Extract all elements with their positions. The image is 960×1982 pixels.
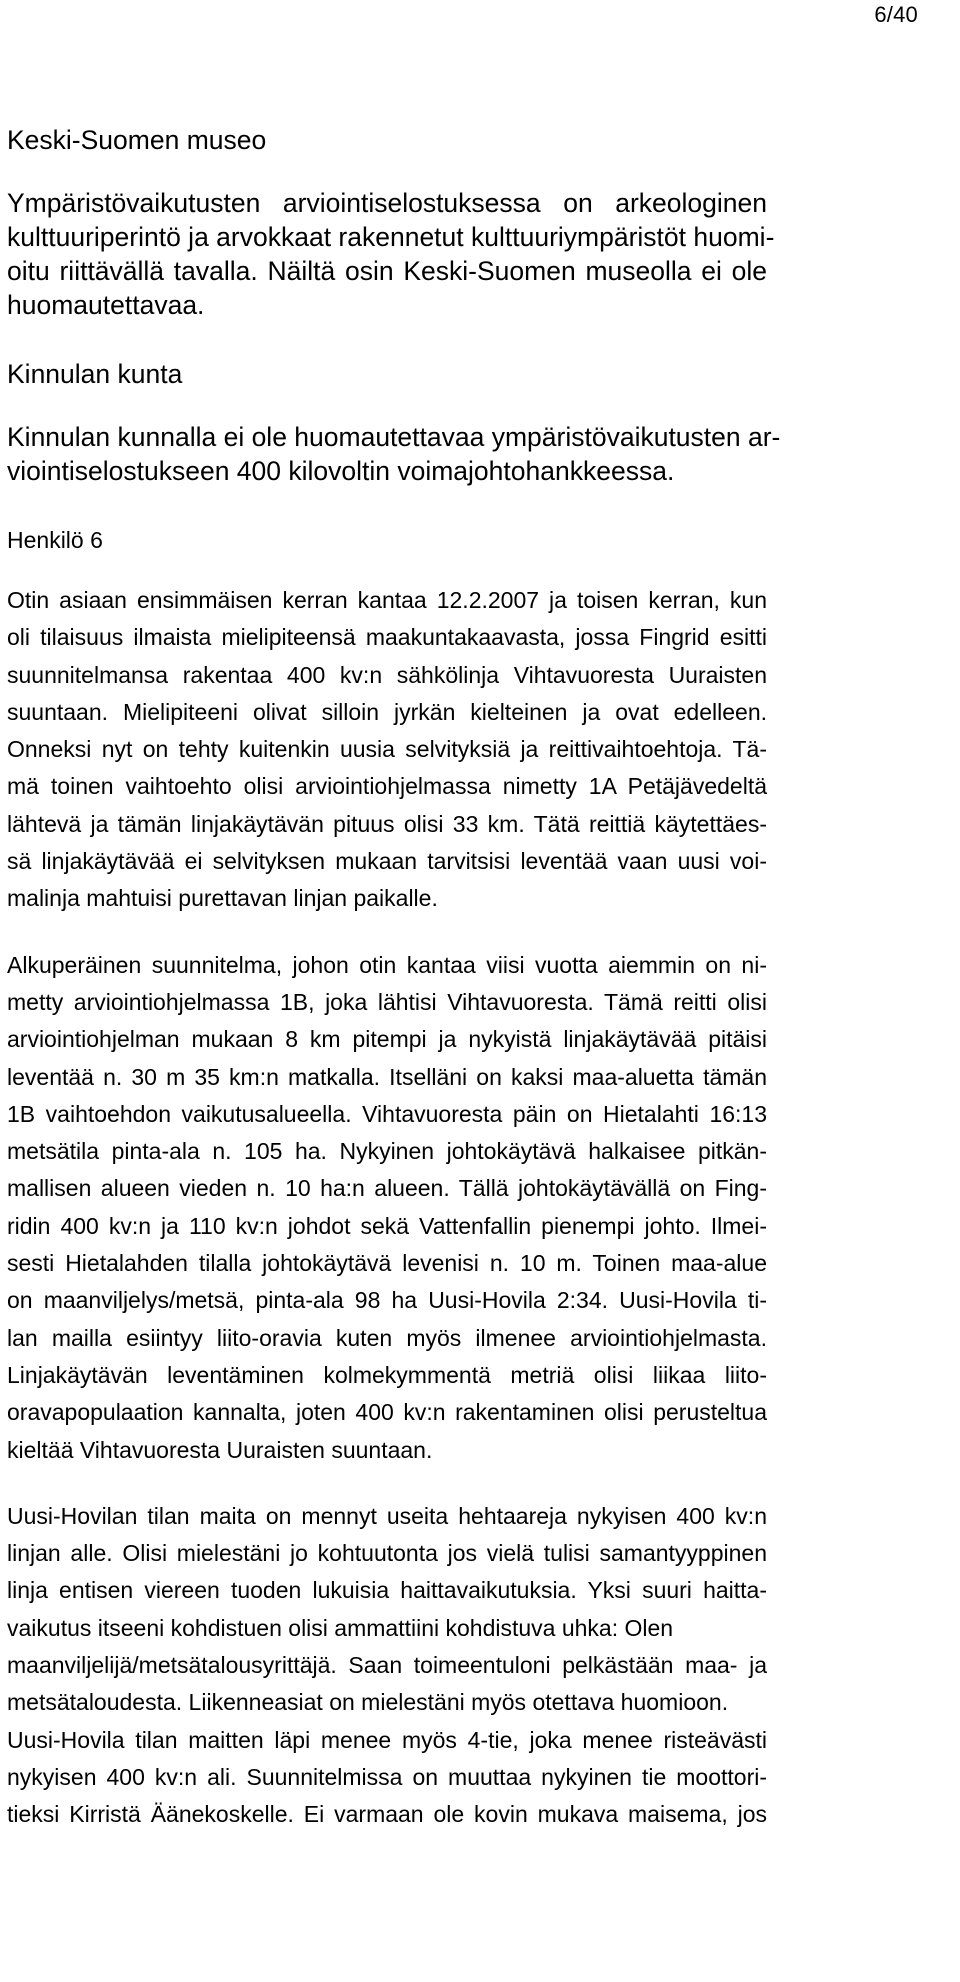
paragraph bbox=[7, 1498, 767, 1834]
text-line: suuntaan. Mielipiteeni olivat silloin jyrkän kielteinen ja ovat edelleen. bbox=[7, 698, 767, 725]
text-line: maanviljelijä/metsätalousyrittäjä. Saan toimeentuloni pelkästään maa- ja bbox=[7, 1652, 767, 1679]
paragraph bbox=[7, 582, 767, 918]
text-line: leventää n. 30 m 35 km:n matkalla. Itselläni on kaksi maa-aluetta tämän bbox=[7, 1063, 767, 1090]
text-line: metsätila pinta-ala n. 105 ha. Nykyinen johtokäytävä halkaisee pitkän- bbox=[7, 1138, 767, 1165]
paragraph bbox=[7, 420, 781, 488]
text-line: oravapopulaation kannalta, joten 400 kv:n rakentaminen olisi perusteltua bbox=[7, 1399, 767, 1426]
text-line: arviointiohjelman mukaan 8 km pitempi ja nykyistä linjakäytävää pitäisi bbox=[7, 1026, 767, 1053]
text-line: ridin 400 kv:n ja 110 kv:n johdot sekä Vattenfallin pienempi johto. Ilmei- bbox=[7, 1212, 767, 1239]
text-line: metty arviointiohjelmassa 1B, joka lähtisi Vihtavuoresta. Tämä reitti olisi bbox=[7, 988, 767, 1015]
text-line: vaikutus itseeni kohdistuen olisi ammattiini kohdistuva uhka: Olen bbox=[7, 1614, 674, 1641]
text-line: Ympäristövaikutusten arviointiselostuksessa on arkeologinen bbox=[7, 188, 767, 218]
page-number: 6/40 bbox=[874, 2, 918, 27]
text-line: mä toinen vaihtoehto olisi arviointiohjelmassa nimetty 1A Petäjävedeltä bbox=[7, 773, 767, 800]
text-line: kieltää Vihtavuoresta Uuraisten suuntaan. bbox=[7, 1436, 433, 1463]
section-heading: Keski-Suomen museo bbox=[7, 125, 267, 155]
text-line: huomautettavaa. bbox=[7, 290, 205, 320]
text-line: lähtevä ja tämän linjakäytävän pituus olisi 33 km. Tätä reittiä käytettäes- bbox=[7, 810, 767, 837]
text-line: sä linjakäytävää ei selvityksen mukaan tarvitsisi leventää vaan uusi voi- bbox=[7, 848, 767, 875]
text-line: Uusi-Hovila tilan maitten läpi menee myös 4-tie, joka menee risteävästi bbox=[7, 1726, 767, 1753]
text-line: Uusi-Hovilan tilan maita on mennyt useita hehtaareja nykyisen 400 kv:n bbox=[7, 1502, 767, 1529]
text-line: viointiselostukseen 400 kilovoltin voimajohtohankkeessa. bbox=[7, 456, 675, 486]
section-kinnulan-kunta bbox=[7, 354, 781, 488]
text-line: Linjakäytävän leventäminen kolmekymmentä metriä olisi liikaa liito- bbox=[7, 1361, 767, 1388]
text-line: oli tilaisuus ilmaista mielipiteensä maakuntakaavasta, jossa Fingrid esitti bbox=[7, 624, 767, 651]
text-line: nykyisen 400 kv:n ali. Suunnitelmissa on muuttaa nykyinen tie moottori- bbox=[7, 1763, 767, 1790]
text-line: metsätaloudesta. Liikenneasiat on mielestäni myös otettava huomioon. bbox=[7, 1689, 729, 1716]
text-line: sesti Hietalahden tilalla johtokäytävä levenisi n. 10 m. Toinen maa-alue bbox=[7, 1250, 767, 1277]
text-line: suunnitelmansa rakentaa 400 kv:n sähkölinja Vihtavuoresta Uuraisten bbox=[7, 661, 767, 688]
text-line: malinja mahtuisi purettavan linjan paikalle. bbox=[7, 885, 438, 912]
text-line: linjan alle. Olisi mielestäni jo kohtuutonta jos vielä tulisi samantyyppinen bbox=[7, 1540, 767, 1567]
text-line: lan mailla esiintyy liito-oravia kuten myös ilmenee arviointiohjelmasta. bbox=[7, 1324, 767, 1351]
paragraph bbox=[7, 947, 767, 1469]
text-line: 1B vaihtoehdon vaikutusalueella. Vihtavuoresta päin on Hietalahti 16:13 bbox=[7, 1100, 767, 1127]
text-line: Onneksi nyt on tehty kuitenkin uusia selvityksiä ja reittivaihtoehtoja. Tä- bbox=[7, 736, 767, 763]
text-line: tieksi Kirristä Äänekoskelle. Ei varmaan ole kovin mukava maisema, jos bbox=[7, 1801, 767, 1828]
text-line: linja entisen viereen tuoden lukuisia haittavaikutuksia. Yksi suuri haitta- bbox=[7, 1577, 767, 1604]
text-line: Alkuperäinen suunnitelma, johon otin kantaa viisi vuotta aiemmin on ni- bbox=[7, 951, 767, 978]
paragraph bbox=[7, 186, 775, 322]
section-heading: Henkilö 6 bbox=[7, 527, 103, 553]
text-line: Otin asiaan ensimmäisen kerran kantaa 12.2.2007 ja toisen kerran, kun bbox=[7, 587, 767, 613]
section-heading: Kinnulan kunta bbox=[7, 359, 183, 389]
text-line: Kinnulan kunnalla ei ole huomautettavaa ympäristövaikutusten ar- bbox=[7, 422, 781, 452]
section-keski-suomen-museo bbox=[7, 120, 775, 322]
text-line: kulttuuriperintö ja arvokkaat rakennetut kulttuuriympäristöt huomi- bbox=[7, 222, 775, 252]
document-body bbox=[7, 120, 781, 1834]
text-line: mallisen alueen vieden n. 10 ha:n alueen. Tällä johtokäytävällä on Fing- bbox=[7, 1175, 767, 1202]
section-henkilo-6 bbox=[7, 520, 767, 1834]
text-line: on maanviljelys/metsä, pinta-ala 98 ha Uusi-Hovila 2:34. Uusi-Hovila ti- bbox=[7, 1287, 767, 1314]
text-line: oitu riittävällä tavalla. Näiltä osin Keski-Suomen museolla ei ole bbox=[7, 256, 767, 286]
